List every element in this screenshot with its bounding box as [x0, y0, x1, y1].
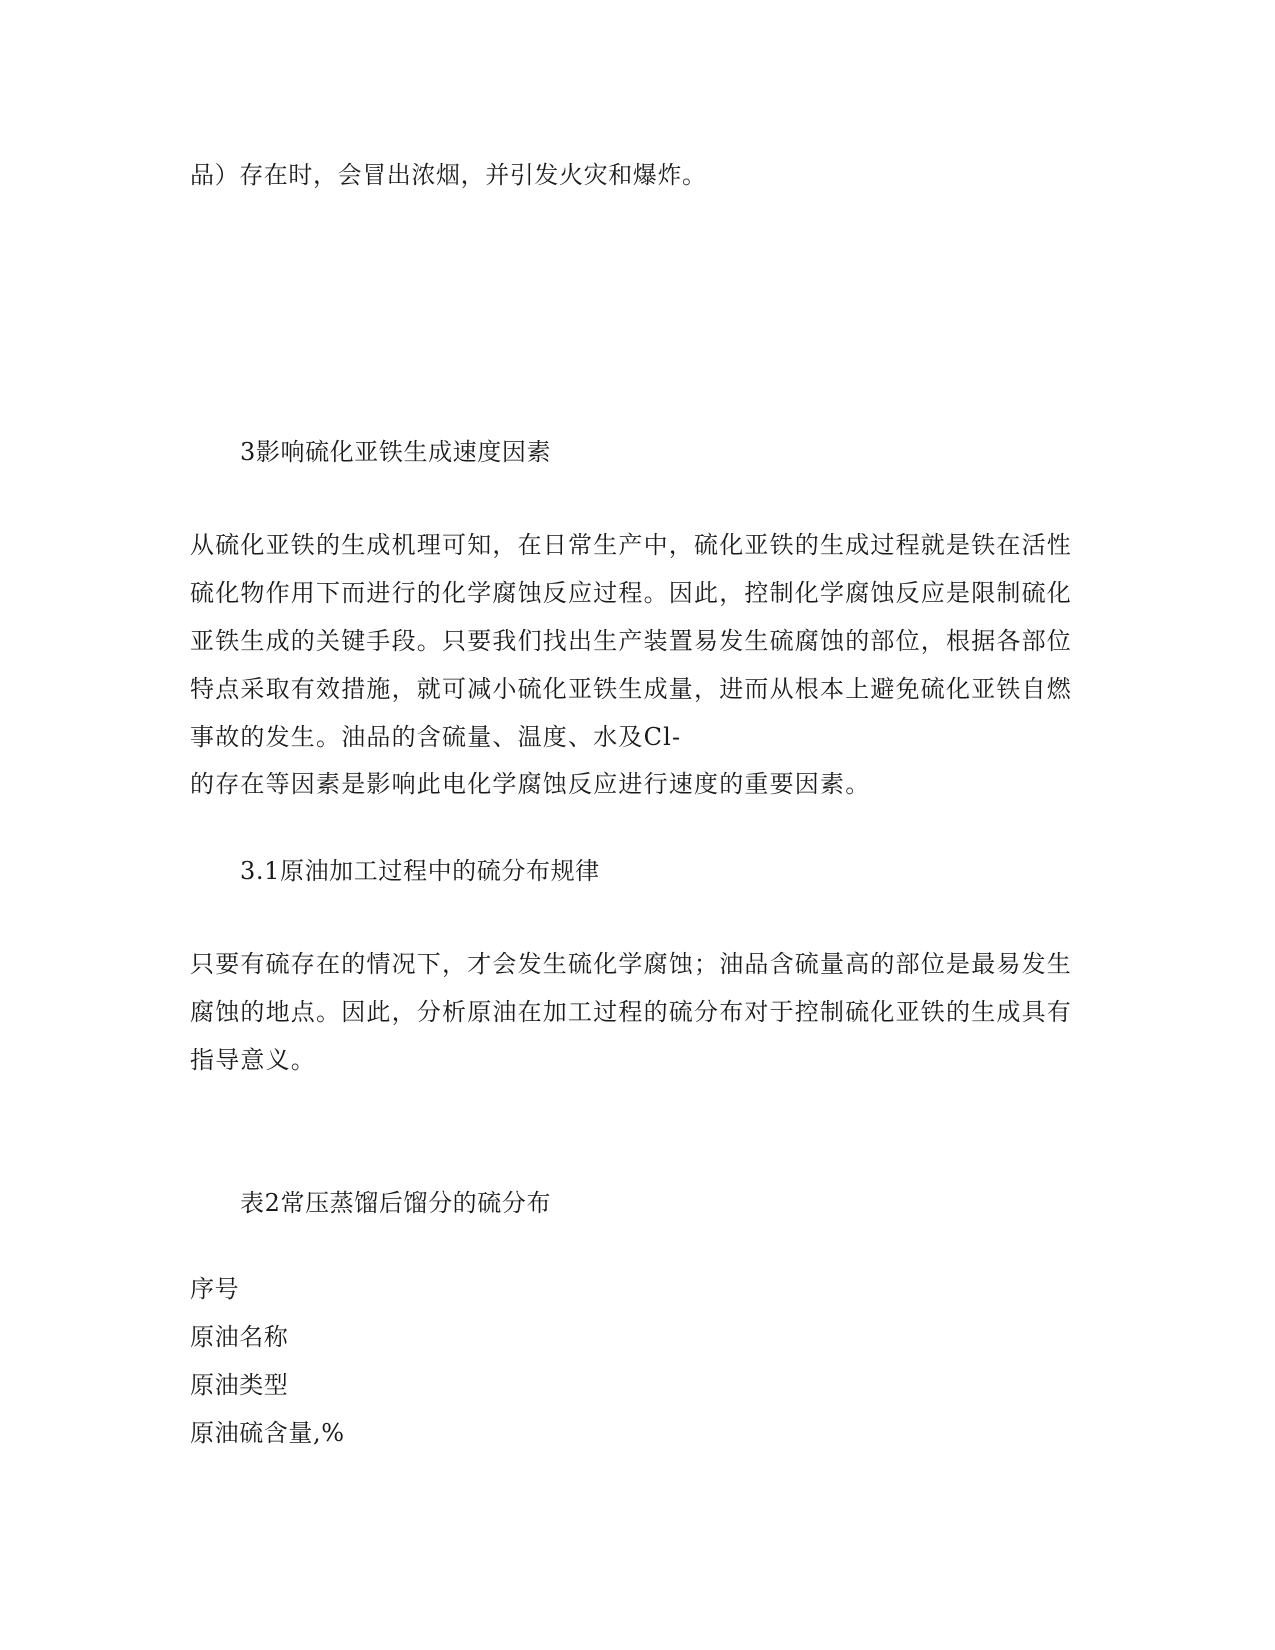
- section-3-paragraph: [190, 521, 1070, 808]
- table-header-crude-type: 原油类型: [190, 1371, 289, 1399]
- table-header-index: 序号: [190, 1275, 240, 1303]
- section-3-1-heading: 3.1原油加工过程中的硫分布规律: [240, 857, 600, 885]
- table-caption: 表2常压蒸馏后馏分的硫分布: [240, 1189, 552, 1217]
- paragraph-line: 的存在等因素是影响此电化学腐蚀反应进行速度的重要因素。: [190, 770, 871, 798]
- paragraph-line: 只要有硫存在的情况下，才会发生硫化学腐蚀；油品含硫量高的部位是最易发生: [190, 950, 1072, 978]
- paragraph-line: 硫化物作用下而进行的化学腐蚀反应过程。因此，控制化学腐蚀反应是限制硫化: [190, 579, 1072, 607]
- paragraph-line: 从硫化亚铁的生成机理可知，在日常生产中，硫化亚铁的生成过程就是铁在活性: [190, 531, 1072, 559]
- paragraph-line: 腐蚀的地点。因此，分析原油在加工过程的硫分布对于控制硫化亚铁的生成具有: [190, 998, 1072, 1026]
- section-3-heading: 3影响硫化亚铁生成速度因素: [240, 438, 552, 466]
- table-header-sulfur-content: 原油硫含量,%: [190, 1419, 345, 1447]
- table-header-crude-name: 原油名称: [190, 1323, 289, 1351]
- paragraph-line: 特点采取有效措施，就可减小硫化亚铁生成量，进而从根本上避免硫化亚铁自燃: [190, 675, 1072, 703]
- section-3-1-paragraph: [190, 940, 1070, 1084]
- paragraph-line: 事故的发生。油品的含硫量、温度、水及Cl-: [190, 723, 682, 751]
- paragraph-line: 亚铁生成的关键手段。只要我们找出生产装置易发生硫腐蚀的部位，根据各部位: [190, 627, 1072, 655]
- paragraph-line: 指导意义。: [190, 1046, 316, 1074]
- intro-fragment: 品）存在时，会冒出浓烟，并引发火灾和爆炸。: [190, 161, 707, 189]
